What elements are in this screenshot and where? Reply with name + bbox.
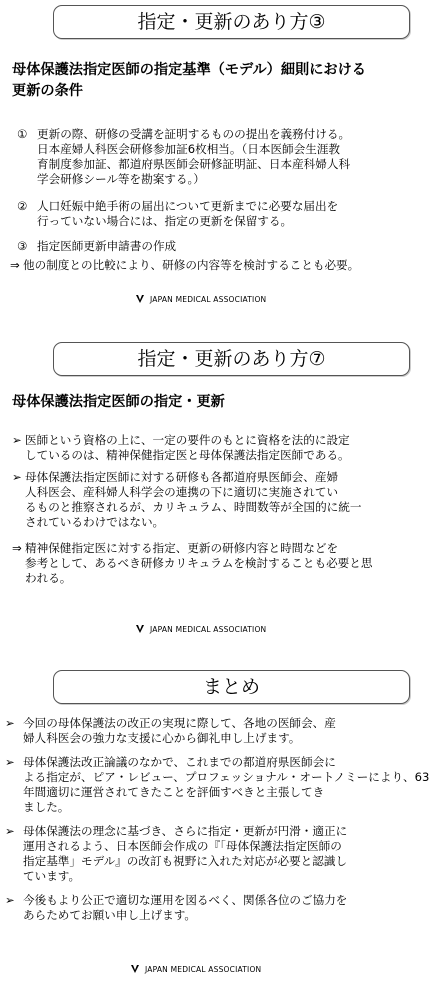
item-text-line: 学会研修シール等を勘案する。） bbox=[37, 172, 205, 186]
slide-1-title: 指定・更新のあり方③ bbox=[53, 5, 410, 39]
item-text-line: 婦人科医会の強力な支援に心から御礼申し上げます。 bbox=[23, 731, 301, 745]
footer-text: JAPAN MEDICAL ASSOCIATION bbox=[145, 964, 262, 974]
item-marker: ➢ bbox=[12, 470, 22, 484]
item-text-line: 指定医師更新申請書の作成 bbox=[37, 239, 177, 253]
item-text-line: 精神保健指定医に対する指定、更新の研修内容と時間などを bbox=[25, 541, 339, 555]
item-text-line: 母体保護法改正論議のなかで、これまでの都道府県医師会に bbox=[23, 755, 336, 769]
slide-3-footer bbox=[130, 964, 261, 974]
item-marker: ① bbox=[17, 127, 28, 141]
footer-text: JAPAN MEDICAL ASSOCIATION bbox=[150, 294, 267, 304]
item-marker: ⇒ bbox=[10, 258, 20, 272]
item-marker: ➢ bbox=[5, 824, 15, 838]
slide-1-item-1 bbox=[17, 127, 437, 189]
item-text-line: 他の制度との比較により、研修の内容等を検討することも必要。 bbox=[23, 258, 360, 272]
slide-1 bbox=[0, 0, 440, 330]
item-text-line: 人口妊娠中絶手術の届出について更新までに必要な届出を bbox=[37, 199, 339, 213]
item-text-line: 育制度参加証、都道府県医師会研修証明証、日本産科婦人科 bbox=[37, 157, 351, 171]
slide-2-heading: 母体保護法指定医師の指定・更新 bbox=[12, 394, 225, 410]
footer-text: JAPAN MEDICAL ASSOCIATION bbox=[150, 624, 267, 634]
item-text-line: 医師という資格の上に、一定の要件のもとに資格を法的に設定 bbox=[25, 433, 350, 447]
slide-2-item-3 bbox=[12, 541, 437, 587]
item-text-line: 指定基準」モデル』の改訂も視野に入れた対応が必要と認識し bbox=[23, 854, 348, 868]
item-marker: ② bbox=[17, 199, 28, 213]
slide-2-title: 指定・更新のあり方⑦ bbox=[53, 342, 410, 376]
slide-1-item-2 bbox=[17, 199, 437, 231]
item-text-line: 日本産婦人科医会研修参加証6枚相当。（日本医師会生涯教 bbox=[37, 142, 341, 156]
jma-logo-icon bbox=[135, 624, 145, 634]
item-text-line: ています。 bbox=[23, 869, 81, 883]
item-text-line: 今後もより公正で適切な運用を図るべく、関係各位のご協力を bbox=[23, 893, 348, 907]
item-text-line: 参考として、あるべき研修カリキュラムを検討することも必要と思 bbox=[25, 556, 373, 570]
item-marker: ➢ bbox=[12, 433, 22, 447]
slide-3-item-3 bbox=[5, 824, 437, 886]
item-text-line: あらためてお願い申し上げます。 bbox=[23, 908, 196, 922]
item-text-line: 運用されるよう、日本医師会作成の『「母体保護法指定医師の bbox=[23, 839, 342, 853]
item-marker: ③ bbox=[17, 239, 28, 253]
jma-logo-icon bbox=[135, 294, 145, 304]
item-marker: ➢ bbox=[5, 893, 15, 907]
item-marker: ⇒ bbox=[12, 541, 22, 555]
item-text-line: るものと推察されるが、カリキュラム、時間数等が全国的に統一 bbox=[25, 500, 362, 514]
item-text-line: されているわけではない。 bbox=[25, 515, 165, 529]
slide-2-item-2 bbox=[12, 470, 437, 532]
slide-3-item-2 bbox=[5, 755, 437, 817]
slide-3-item-4 bbox=[5, 893, 437, 925]
slide-2-footer bbox=[135, 624, 266, 634]
jma-logo-icon bbox=[130, 964, 140, 974]
slide-1-heading-line-1: 母体保護法指定医師の指定基準（モデル）細則における bbox=[12, 62, 366, 78]
item-marker: ➢ bbox=[5, 755, 15, 769]
slide-1-footer bbox=[135, 294, 266, 304]
slide-3 bbox=[0, 660, 440, 982]
item-text-line: 行っていない場合には、指定の更新を保留する。 bbox=[37, 214, 293, 228]
item-marker: ➢ bbox=[5, 716, 15, 730]
slide-1-item-4 bbox=[10, 258, 438, 274]
slide-3-title: まとめ bbox=[53, 670, 410, 704]
slide-1-heading-line-2: 更新の条件 bbox=[12, 83, 83, 99]
slide-2-item-1 bbox=[12, 433, 437, 465]
item-text-line: 人科医会、産科婦人科学会の連携の下に適切に実施されてい bbox=[25, 485, 339, 499]
item-text-line: 母体保護法の理念に基づき、さらに指定・更新が円滑・適正に bbox=[23, 824, 348, 838]
slide-1-item-3 bbox=[17, 239, 437, 255]
item-text-line: ました。 bbox=[23, 800, 70, 814]
item-text-line: われる。 bbox=[25, 571, 72, 585]
item-text-line: よる指定が、ピア・レビュー、プロフェッショナル・オートノミーにより、63年間適切に運営されてきたことを評価すべきと主張してき bbox=[23, 770, 430, 799]
item-text-line: 更新の際、研修の受講を証明するものの提出を義務付ける。 bbox=[37, 127, 351, 141]
slide-3-item-1 bbox=[5, 716, 437, 748]
item-text-line: 今回の母体保護法の改正の実現に際して、各地の医師会、産 bbox=[23, 716, 336, 730]
item-text-line: 母体保護法指定医師に対する研修も各都道府県医師会、産婦 bbox=[25, 470, 339, 484]
slide-2 bbox=[0, 330, 440, 660]
item-text-line: しているのは、精神保健指定医と母体保護法指定医師である。 bbox=[25, 448, 350, 462]
